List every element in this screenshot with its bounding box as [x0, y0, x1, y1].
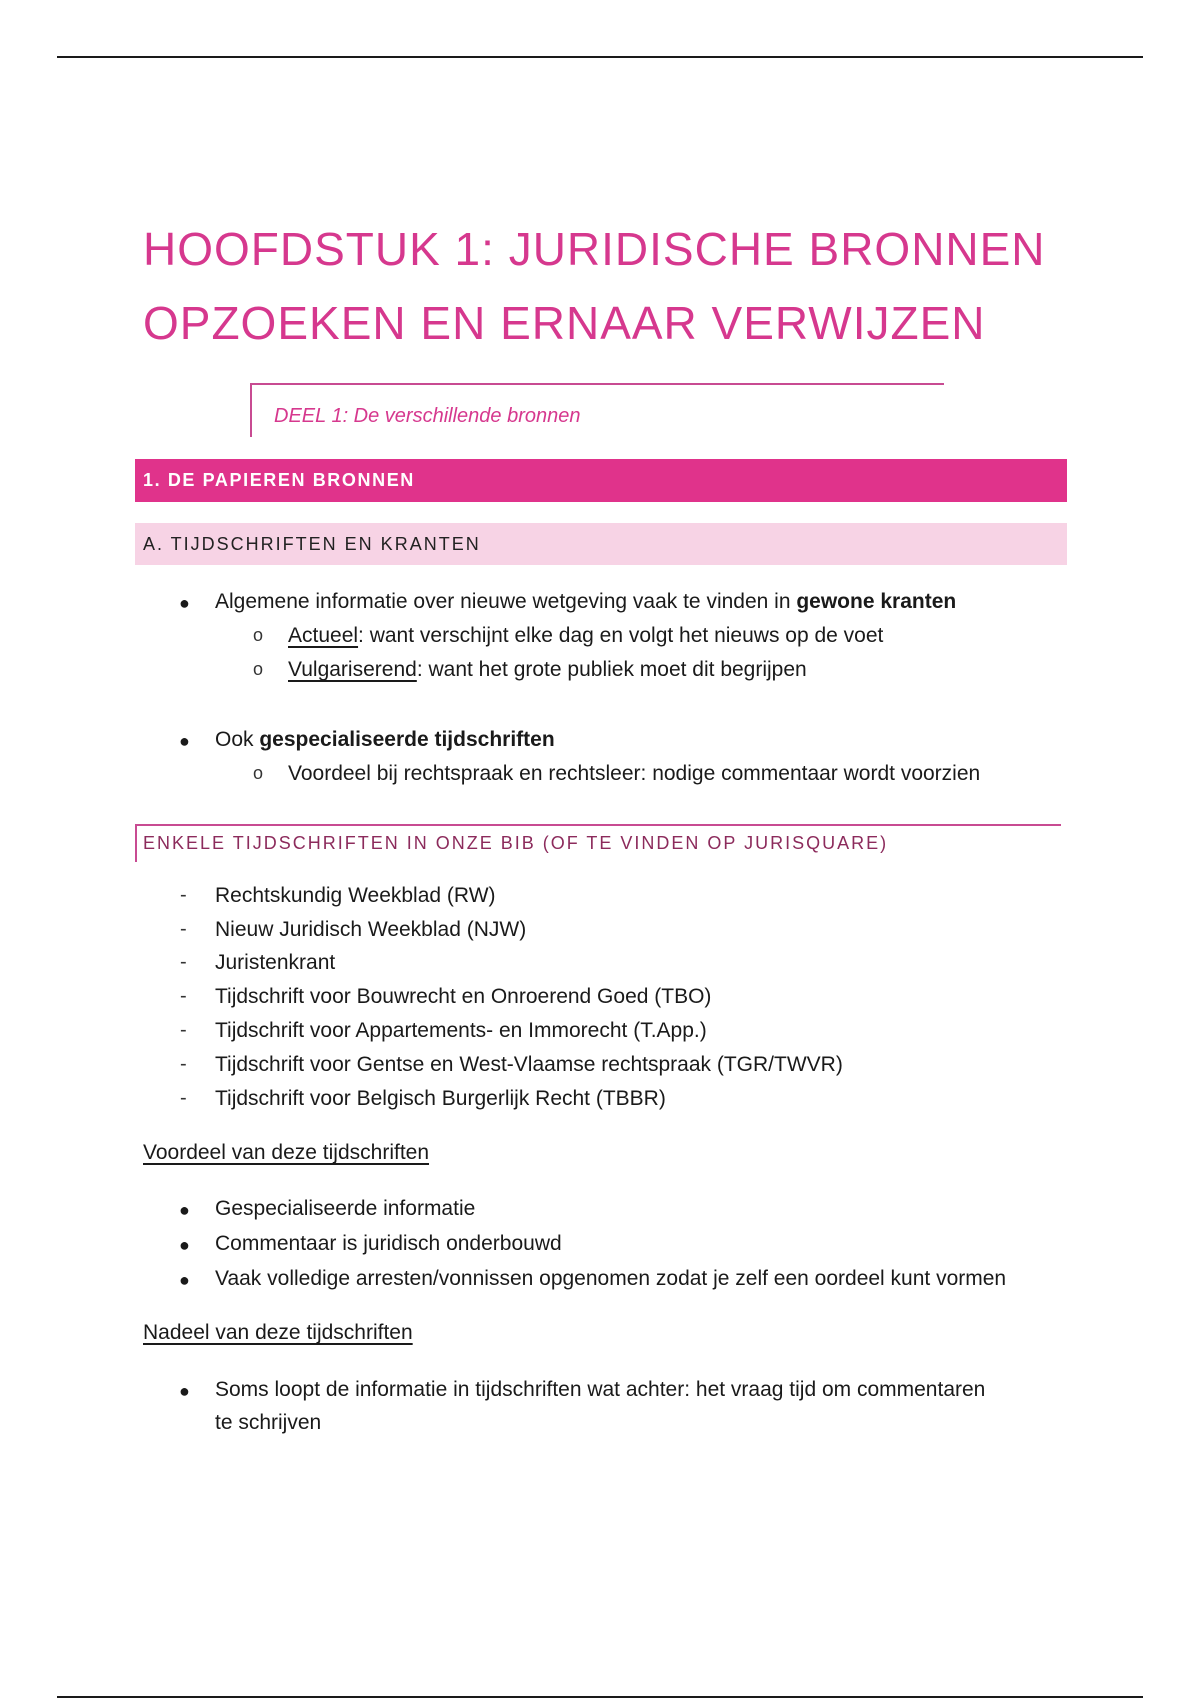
sub-bullet-dot: o	[253, 763, 264, 783]
chapter-title	[143, 212, 1046, 360]
advantages-heading: Voordeel van deze tijdschriften	[143, 1141, 430, 1164]
list-item-emphasis: gespecialiseerde tijdschriften	[259, 728, 555, 751]
journal-item: Tijdschrift voor Belgisch Burgerlijk Recht (TBBR)	[215, 1087, 666, 1110]
part-heading-box	[250, 383, 944, 437]
disadvantages-heading: Nadeel van deze tijdschriften	[143, 1321, 413, 1344]
minor-heading: ENKELE TIJDSCHRIFTEN IN ONZE BIB (OF TE VINDEN OP JURISQUARE)	[143, 833, 889, 853]
minor-heading-box	[135, 824, 1061, 862]
dash-marker: -	[180, 951, 187, 973]
bullet-dot: ●	[179, 1200, 190, 1220]
chapter-title-line-1: HOOFDSTUK 1: JURIDISCHE BRONNEN	[143, 223, 1046, 275]
journal-item: Nieuw Juridisch Weekblad (NJW)	[215, 918, 527, 941]
dash-marker: -	[180, 1053, 187, 1075]
sub-list-item	[288, 624, 883, 648]
bullet-dot: ●	[179, 1270, 190, 1290]
advantage-item: Gespecialiseerde informatie	[215, 1197, 476, 1220]
part-label: DEEL 1: De verschillende bronnen	[274, 405, 581, 427]
disadvantage-item: Soms loopt de informatie in tijdschriften wat achter: het vraag tijd om commentaren	[215, 1378, 986, 1401]
advantage-item: Commentaar is juridisch onderbouwd	[215, 1232, 562, 1255]
sub-list-item	[288, 658, 807, 682]
sub-list-item	[288, 762, 980, 786]
chapter-title-line-2: OPZOEKEN EN ERNAAR VERWIJZEN	[143, 297, 986, 349]
dash-marker: -	[180, 884, 187, 906]
dash-marker: -	[180, 1087, 187, 1109]
list-item	[215, 590, 956, 614]
bullet-dot: ●	[179, 1381, 190, 1401]
journal-item: Tijdschrift voor Bouwrecht en Onroerend Goed (TBO)	[215, 985, 712, 1008]
subsection-heading: A. TIJDSCHRIFTEN EN KRANTEN	[143, 534, 481, 554]
advantage-item: Vaak volledige arresten/vonnissen opgenomen zodat je zelf een oordeel kunt vormen	[215, 1267, 1007, 1290]
journal-item: Tijdschrift voor Gentse en West-Vlaamse rechtspraak (TGR/TWVR)	[215, 1053, 843, 1076]
dash-marker: -	[180, 1019, 187, 1041]
page-top-rule	[57, 56, 1143, 58]
subsection-heading-bar	[135, 523, 1067, 565]
journal-item: Tijdschrift voor Appartements- en Immorecht (T.App.)	[215, 1019, 707, 1042]
list-item-text: Algemene informatie over nieuwe wetgeving vaak te vinden in	[215, 590, 797, 613]
dash-marker: -	[180, 918, 187, 940]
sub-bullet-dot: o	[253, 625, 264, 645]
sub-list-item-text: Voordeel bij rechtspraak en rechtsleer: nodige commentaar wordt voorzien	[288, 762, 981, 785]
disadvantage-item-continuation: te schrijven	[215, 1411, 322, 1434]
journal-item: Rechtskundig Weekblad (RW)	[215, 884, 496, 907]
list-item	[215, 728, 555, 752]
sub-list-item-term: Vulgariserend	[288, 658, 417, 681]
dash-marker: -	[180, 985, 187, 1007]
sub-list-item-text: : want het grote publiek moet dit begrijpen	[416, 658, 807, 681]
page-bottom-rule	[57, 1696, 1143, 1698]
journal-item: Juristenkrant	[215, 951, 336, 974]
section-heading: 1. DE PAPIEREN BRONNEN	[143, 470, 415, 490]
bullet-dot: ●	[179, 731, 190, 751]
bullet-dot: ●	[179, 1235, 190, 1255]
sub-bullet-dot: o	[253, 659, 264, 679]
bullet-dot: ●	[179, 593, 190, 613]
sub-list-item-term: Actueel	[288, 624, 359, 647]
list-item-emphasis: gewone kranten	[796, 590, 957, 613]
sub-list-item-text: : want verschijnt elke dag en volgt het nieuws op de voet	[358, 624, 884, 647]
list-item-text: Ook	[215, 728, 260, 751]
section-heading-bar	[135, 459, 1067, 502]
